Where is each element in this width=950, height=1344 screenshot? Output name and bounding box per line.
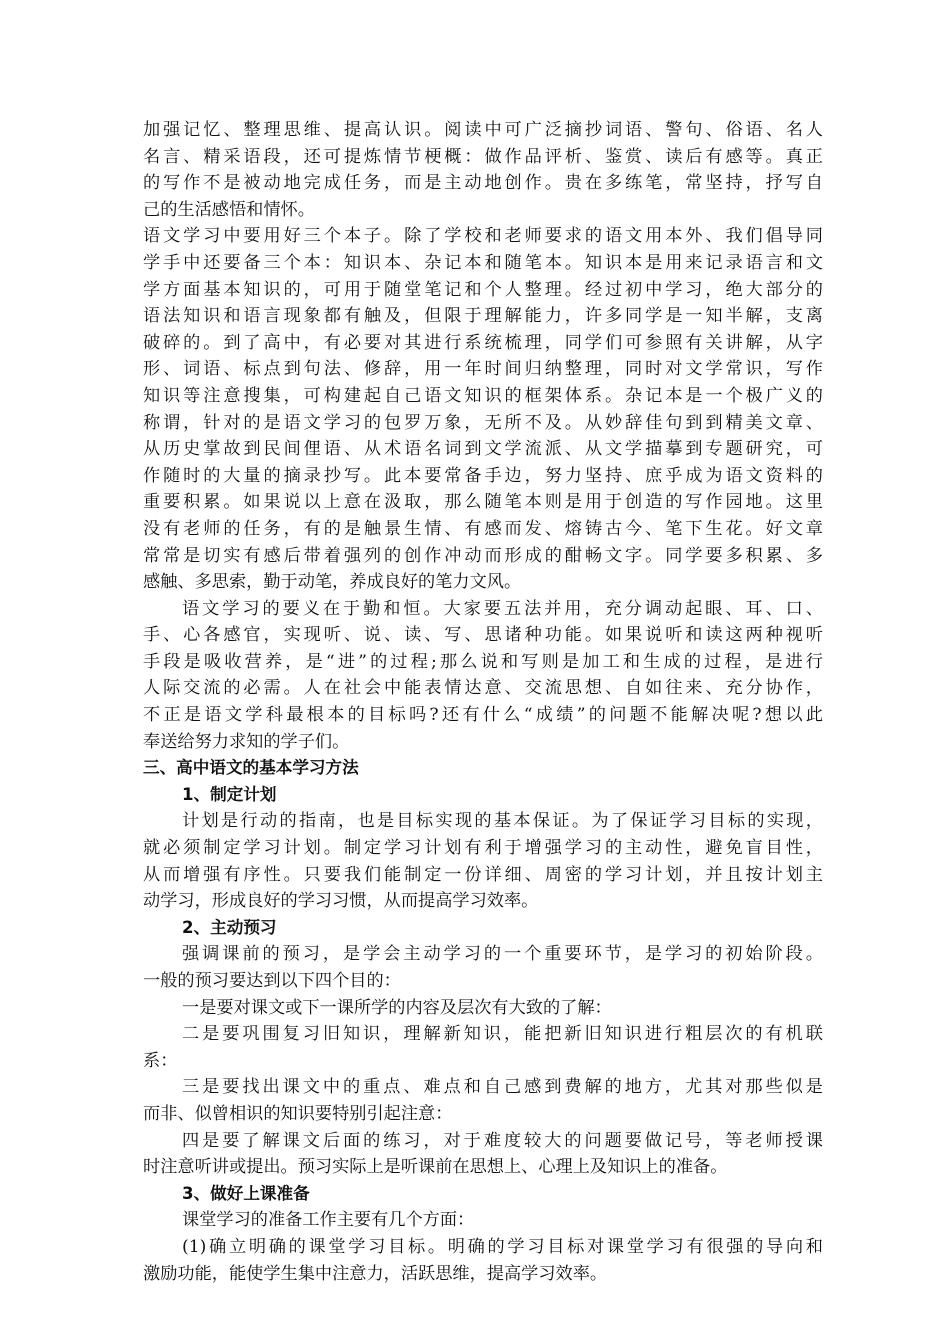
text-line: 强调课前的预习，是学会主动学习的一个重要环节，是学习的初始阶段。 <box>182 944 823 965</box>
text-line: 名言、精采语段，还可提炼情节梗概：做作品评析、鉴赏、读后有感等。真正 <box>143 146 823 167</box>
text-line: 系： <box>143 1050 178 1071</box>
paragraph <box>143 1207 823 1234</box>
text-line: (1)确立明确的课堂学习目标。明确的学习目标对课堂学习有很强的导向和 <box>182 1236 823 1257</box>
text-line: 破碎的。到了高中，有必要对其进行系统梳理，同学们可参照有关讲解，从字 <box>143 332 823 353</box>
text-line: 形、词语、标点到句法、修辞，用一年时间归纳整理，同时对文学常识，写作 <box>143 359 823 380</box>
paragraph <box>143 1234 823 1287</box>
paragraph <box>143 941 823 994</box>
text-line: 计划是行动的指南，也是目标实现的基本保证。为了保证学习目标的实现， <box>182 811 823 832</box>
paragraph <box>143 1128 823 1181</box>
section-heading <box>143 915 823 942</box>
text-line: 语法知识和语言现象都有触及，但限于理解能力，许多同学是一知半解，支离 <box>143 306 823 327</box>
text-line: 己的生活感悟和情怀。 <box>143 199 315 220</box>
paragraph <box>143 117 823 223</box>
heading-text: 三、高中语文的基本学习方法 <box>143 758 359 778</box>
text-line: 手、心各感官，实现听、说、读、写、思诸种功能。如果说听和读这两种视听 <box>143 625 823 646</box>
text-line: 称谓，针对的是语文学习的包罗万象，无所不及。从妙辞佳句到到精美文章、 <box>143 412 823 433</box>
text-line: 学手中还要备三个本：知识本、杂记本和随笔本。知识本是用来记录语言和文 <box>143 252 823 273</box>
text-line: 一般的预习要达到以下四个目的： <box>143 971 401 991</box>
text-line: 知识等注意搜集，可构建起自己语文知识的框架体系。杂记本是一个极广义的 <box>143 385 823 406</box>
text-line: 三是要找出课文中的重点、难点和自己感到费解的地方，尤其对那些似是 <box>182 1077 823 1098</box>
heading-text: 3、做好上课准备 <box>182 1183 310 1203</box>
text-line: 加强记忆、整理思维、提高认识。阅读中可广泛摘抄词语、警句、俗语、名人 <box>143 120 823 140</box>
heading-text: 2、主动预习 <box>182 917 277 937</box>
text-line: 语文学习的要义在于勤和恒。大家要五法并用，充分调动起眼、耳、口、 <box>182 598 823 619</box>
document-page <box>143 117 823 1287</box>
text-line: 常常是切实有感后带着强列的创作冲动而形成的酣畅文字。同学要多积累、多 <box>143 545 823 566</box>
paragraph <box>143 1021 823 1074</box>
text-line: 一是要对课文或下一课所学的内容及层次有大致的了解： <box>182 997 612 1018</box>
text-line: 的写作不是被动地完成任务，而是主动地创作。贵在多练笔，常坚持，抒写自 <box>143 173 823 194</box>
text-line: 学方面基本知识的，可用于随堂笔记和个人整理。经过初中学习，绝大部分的 <box>143 279 823 300</box>
text-line: 课堂学习的准备工作主要有几个方面： <box>182 1210 475 1231</box>
text-line: 人际交流的必需。人在社会中能表情达意、交流思想、自如往来、充分协作， <box>143 678 823 699</box>
text-line: 没有老师的任务，有的是触景生情、有感而发、熔铸古今、笔下生花。好文章 <box>143 518 823 539</box>
paragraph <box>143 1074 823 1127</box>
text-line: 从历史掌故到民间俚语、从术语名词到文学流派、从文学描摹到专题研究，可 <box>143 439 823 460</box>
paragraph <box>143 808 823 914</box>
paragraph <box>143 223 823 595</box>
text-line: 手段是吸收营养，是“进”的过程;那么说和写则是加工和生成的过程，是进行 <box>143 651 823 672</box>
text-line: 奉送给努力求知的学子们。 <box>143 731 350 752</box>
paragraph <box>143 995 823 1022</box>
text-line: 激励功能，能使学生集中注意力，活跃思维，提高学习效率。 <box>143 1263 608 1284</box>
text-line: 不正是语文学科最根本的目标吗?还有什么“成绩”的问题不能解决呢?想以此 <box>143 705 823 726</box>
text-line: 四是要了解课文后面的练习，对于难度较大的问题要做记号，等老师授课 <box>182 1130 823 1151</box>
section-heading <box>143 1181 823 1208</box>
text-line: 重要积累。如果说以上意在汲取，那么随笔本则是用于创造的写作园地。这里 <box>143 492 823 513</box>
paragraph <box>143 596 823 756</box>
text-line: 语文学习中要用好三个本子。除了学校和老师要求的语文用本外、我们倡导同 <box>143 226 823 247</box>
section-heading <box>143 755 823 782</box>
text-line: 二是要巩围复习旧知识，理解新知识，能把新旧知识进行粗层次的有机联 <box>182 1024 823 1045</box>
text-line: 作随时的大量的摘录抄写。此本要常备手边，努力坚持、庶乎成为语文资料的 <box>143 465 823 486</box>
section-heading <box>143 782 823 809</box>
text-line: 就必须制定学习计划。制定学习计划有利于增强学习的主动性，避免盲目性， <box>143 838 823 859</box>
text-line: 从而增强有序性。只要我们能制定一份详细、周密的学习计划，并且按计划主 <box>143 864 823 885</box>
text-line: 动学习，形成良好的学习习惯，从而提高学习效率。 <box>143 891 539 912</box>
text-line: 感触、多思索，勤于动笔，养成良好的笔力文风。 <box>143 572 522 593</box>
text-line: 而非、似曾相识的知识要特别引起注意： <box>143 1103 453 1124</box>
heading-text: 1、制定计划 <box>182 784 277 804</box>
text-line: 时注意听讲或提出。预习实际上是听课前在思想上、心理上及知识上的准备。 <box>143 1157 728 1178</box>
